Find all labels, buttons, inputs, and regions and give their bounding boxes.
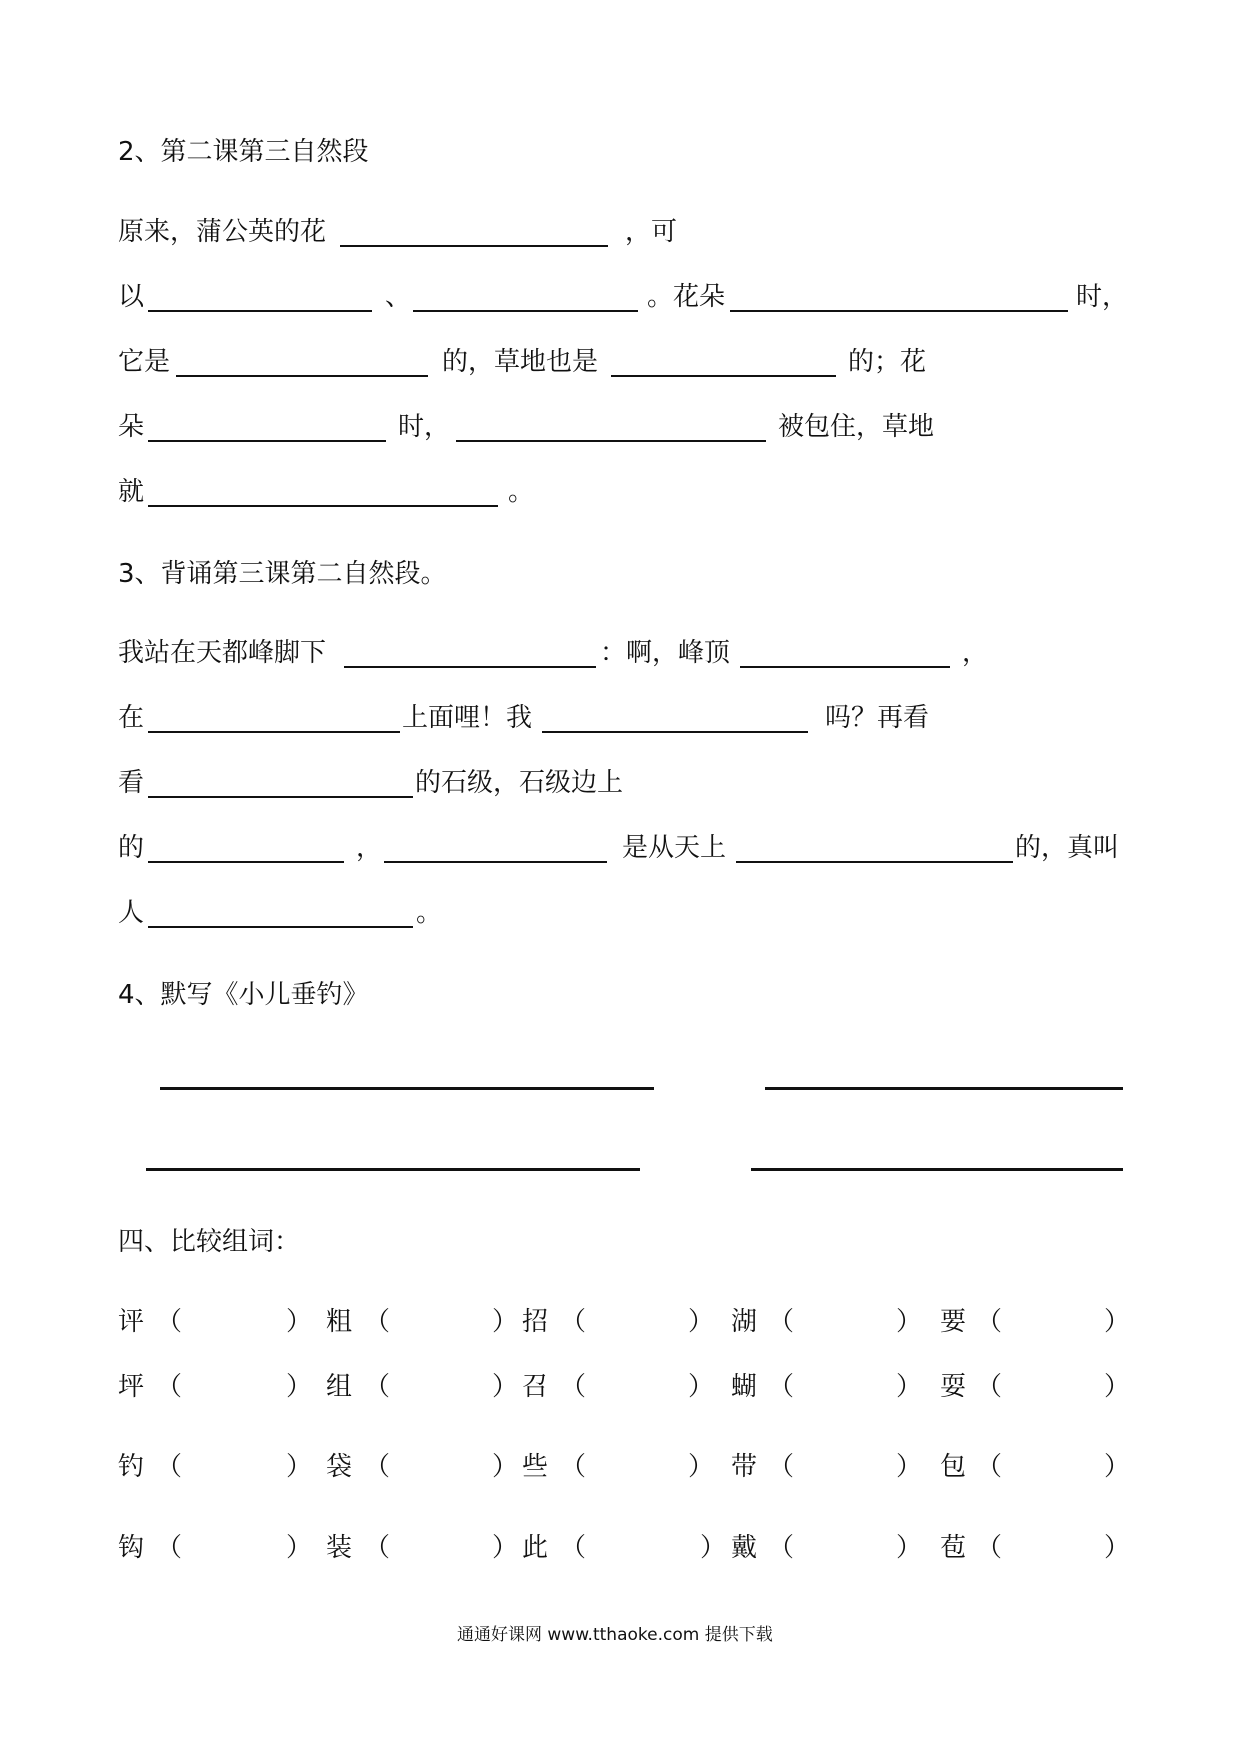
close-paren: ）	[492, 1452, 519, 1482]
blank-s2-2[interactable]	[148, 310, 372, 312]
close-paren: ）	[286, 1307, 313, 1337]
close-paren: ）	[1104, 1307, 1131, 1337]
close-paren: ）	[286, 1372, 313, 1402]
answer-blank[interactable]	[588, 1306, 688, 1338]
blank-s2-3[interactable]	[413, 310, 638, 312]
answer-blank[interactable]	[392, 1532, 492, 1564]
open-paren: （	[768, 1307, 795, 1337]
open-paren: （	[768, 1452, 795, 1482]
open-paren: （	[976, 1372, 1003, 1402]
close-paren: ）	[896, 1452, 923, 1482]
word-char: 招	[522, 1307, 549, 1337]
s2-l3-b: 的，草地也是	[442, 347, 599, 377]
word-char: 装	[326, 1533, 353, 1563]
answer-blank[interactable]	[588, 1451, 688, 1483]
answer-blank[interactable]	[184, 1306, 286, 1338]
s3-l2-b: 上面哩！我	[402, 703, 533, 733]
answer-blank[interactable]	[184, 1451, 286, 1483]
word-char: 戴	[731, 1533, 758, 1563]
section3-heading: 3、背诵第三课第二自然段。	[118, 559, 447, 589]
blank-s3-1[interactable]	[344, 666, 596, 668]
word-char: 评	[118, 1307, 145, 1337]
s3-l1-b: ：啊，峰顶	[600, 638, 731, 668]
s3-l5-b: 。	[416, 898, 443, 928]
s3-l2-a: 在	[118, 703, 145, 733]
word-char: 钓	[118, 1452, 145, 1482]
s2-l1-a: 原来，蒲公英的花	[118, 217, 327, 247]
word-char: 耍	[940, 1372, 967, 1402]
s2-l5-a: 就	[118, 477, 145, 507]
word-char: 要	[940, 1307, 967, 1337]
open-paren: （	[560, 1452, 587, 1482]
blank-s2-8[interactable]	[456, 440, 766, 442]
answer-blank[interactable]	[588, 1532, 700, 1564]
answer-blank[interactable]	[184, 1532, 286, 1564]
answer-blank[interactable]	[1004, 1306, 1104, 1338]
s3-l3-b: 的石级，石级边上	[415, 768, 624, 798]
section2-heading: 2、第二课第三自然段	[118, 137, 369, 167]
blank-s3-9[interactable]	[148, 926, 413, 928]
word-char: 坪	[118, 1372, 145, 1402]
s3-l4-d: 的，真叫	[1015, 833, 1120, 863]
poem-line-4[interactable]	[751, 1168, 1123, 1171]
blank-s2-5[interactable]	[176, 375, 428, 377]
open-paren: （	[364, 1372, 391, 1402]
open-paren: （	[156, 1372, 183, 1402]
close-paren: ）	[896, 1307, 923, 1337]
close-paren: ）	[492, 1307, 519, 1337]
word-char: 包	[940, 1452, 967, 1482]
word-char: 召	[522, 1372, 549, 1402]
word-char: 袋	[326, 1452, 353, 1482]
answer-blank[interactable]	[796, 1532, 896, 1564]
blank-s3-7[interactable]	[384, 861, 607, 863]
s2-l3-a: 它是	[118, 347, 171, 377]
close-paren: ）	[896, 1372, 923, 1402]
s3-l3-a: 看	[118, 768, 145, 798]
s2-l2-d: 时，	[1076, 282, 1129, 312]
blank-s2-1[interactable]	[340, 245, 608, 247]
poem-line-2[interactable]	[765, 1087, 1123, 1090]
s3-l4-c: 是从天上	[622, 833, 727, 863]
open-paren: （	[976, 1452, 1003, 1482]
word-char: 带	[731, 1452, 758, 1482]
section5-heading: 四、比较组词：	[118, 1227, 301, 1257]
close-paren: ）	[286, 1452, 313, 1482]
s3-l1-c: ，	[962, 638, 989, 668]
close-paren: ）	[896, 1533, 923, 1563]
blank-s3-6[interactable]	[148, 861, 344, 863]
answer-blank[interactable]	[392, 1306, 492, 1338]
close-paren: ）	[1104, 1533, 1131, 1563]
s3-l5-a: 人	[118, 898, 145, 928]
answer-blank[interactable]	[1004, 1371, 1104, 1403]
close-paren: ）	[1104, 1372, 1131, 1402]
poem-line-1[interactable]	[160, 1087, 654, 1090]
open-paren: （	[768, 1533, 795, 1563]
s2-l2-a: 以	[118, 282, 145, 312]
open-paren: （	[156, 1533, 183, 1563]
s2-l4-c: 被包住，草地	[778, 412, 935, 442]
blank-s3-5[interactable]	[148, 796, 413, 798]
close-paren: ）	[688, 1307, 715, 1337]
s2-l3-c: 的；花	[848, 347, 927, 377]
answer-blank[interactable]	[796, 1306, 896, 1338]
s2-l5-b: 。	[508, 477, 535, 507]
blank-s2-4[interactable]	[730, 310, 1068, 312]
blank-s2-9[interactable]	[148, 505, 498, 507]
s2-l2-b: 、	[385, 282, 412, 312]
s2-l2-c: 。花朵	[647, 282, 726, 312]
word-char: 钩	[118, 1533, 145, 1563]
open-paren: （	[156, 1452, 183, 1482]
close-paren: ）	[492, 1372, 519, 1402]
s3-l4-b: ，	[356, 833, 383, 863]
open-paren: （	[364, 1533, 391, 1563]
answer-blank[interactable]	[1004, 1451, 1104, 1483]
open-paren: （	[156, 1307, 183, 1337]
answer-blank[interactable]	[184, 1371, 286, 1403]
s2-l4-b: 时，	[398, 412, 451, 442]
answer-blank[interactable]	[392, 1371, 492, 1403]
s3-l2-c: 吗？再看	[825, 703, 930, 733]
footer-text: 通通好课网 www.tthaoke.com 提供下载	[457, 1625, 773, 1645]
word-char: 蝴	[731, 1372, 758, 1402]
s2-l4-a: 朵	[118, 412, 145, 442]
section4-heading: 4、默写《小儿垂钓》	[118, 980, 369, 1010]
answer-blank[interactable]	[1004, 1532, 1104, 1564]
word-char: 粗	[326, 1307, 353, 1337]
word-char: 组	[326, 1372, 353, 1402]
answer-blank[interactable]	[392, 1451, 492, 1483]
open-paren: （	[560, 1372, 587, 1402]
open-paren: （	[364, 1452, 391, 1482]
open-paren: （	[364, 1307, 391, 1337]
poem-line-3[interactable]	[146, 1168, 640, 1171]
open-paren: （	[976, 1307, 1003, 1337]
answer-blank[interactable]	[796, 1371, 896, 1403]
word-char: 苞	[940, 1533, 967, 1563]
blank-s3-2[interactable]	[740, 666, 950, 668]
blank-s3-8[interactable]	[736, 861, 1013, 863]
word-char: 湖	[731, 1307, 758, 1337]
close-paren: ）	[1104, 1452, 1131, 1482]
close-paren: ）	[700, 1533, 727, 1563]
open-paren: （	[976, 1533, 1003, 1563]
close-paren: ）	[286, 1533, 313, 1563]
blank-s2-7[interactable]	[148, 440, 386, 442]
close-paren: ）	[688, 1372, 715, 1402]
s2-l1-b: ，可	[625, 217, 678, 247]
answer-blank[interactable]	[588, 1371, 688, 1403]
answer-blank[interactable]	[796, 1451, 896, 1483]
blank-s3-3[interactable]	[148, 731, 400, 733]
word-char: 此	[522, 1533, 549, 1563]
open-paren: （	[560, 1307, 587, 1337]
blank-s3-4[interactable]	[542, 731, 808, 733]
open-paren: （	[768, 1372, 795, 1402]
blank-s2-6[interactable]	[611, 375, 836, 377]
close-paren: ）	[492, 1533, 519, 1563]
open-paren: （	[560, 1533, 587, 1563]
s3-l1-a: 我站在天都峰脚下	[118, 638, 327, 668]
close-paren: ）	[688, 1452, 715, 1482]
s3-l4-a: 的	[118, 833, 145, 863]
word-char: 些	[522, 1452, 549, 1482]
